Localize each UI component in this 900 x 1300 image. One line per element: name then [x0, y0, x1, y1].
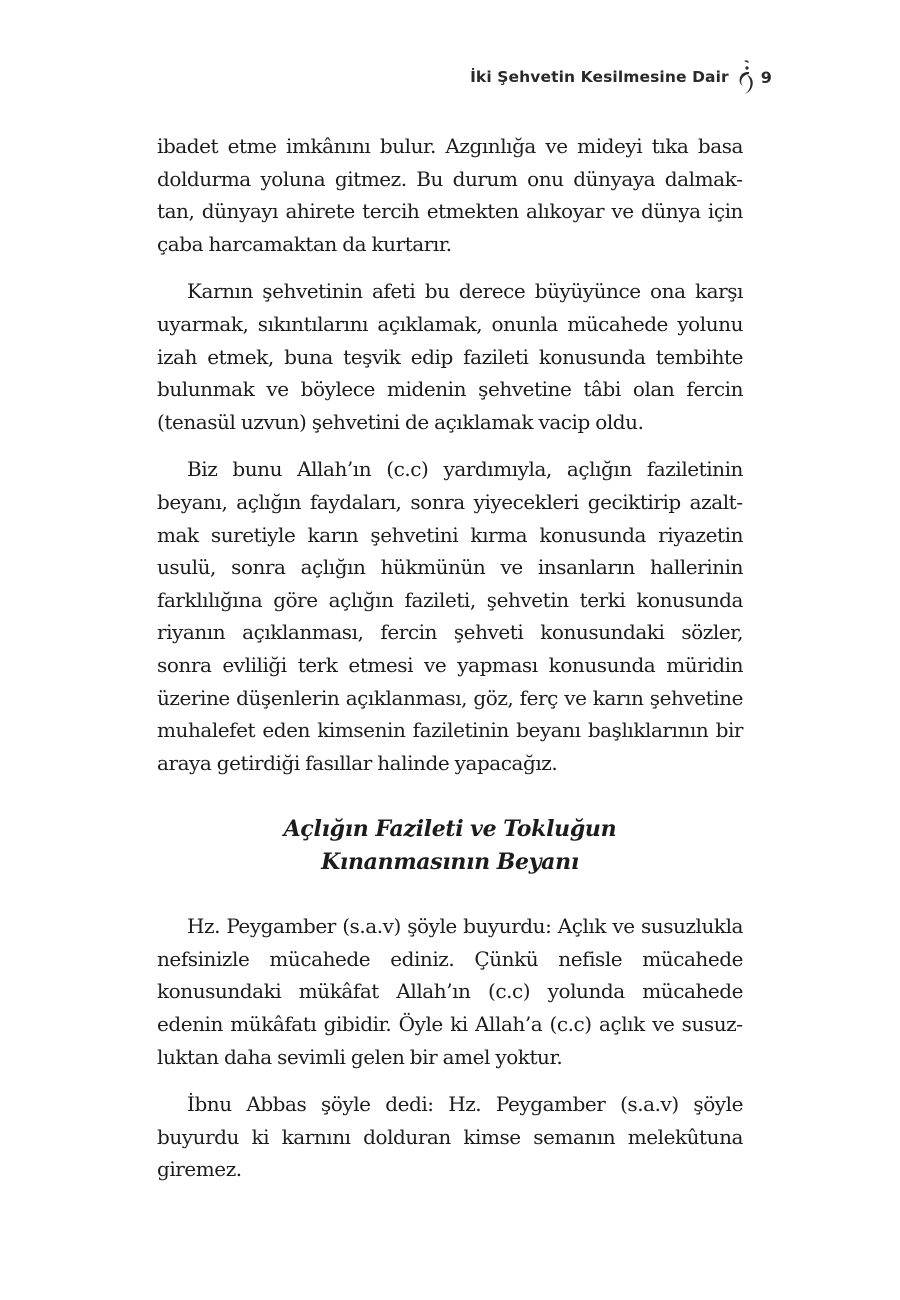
paragraph-continuation: ibadet etme imkânını bulur. Azgınlığa ve mideyi tıka basa doldurma yoluna gitmez. Bu durum onu dünyaya dalmaktan, dünyayı ahirete tercih etmekten alıkoyar ve dünya için çaba harcamaktan da kurtarır.	[157, 134, 743, 256]
section-heading-line-1: Açlığın Fazileti ve Tokluğun	[283, 816, 617, 843]
paragraph: Biz bunu Allah’ın (c.c) yardımıyla, açlığın faziletinin beyanı, açlığın faydaları, sonra yiyecekleri geciktirip azaltmak suretiyle karın şehvetini kırma konusunda riyazetin usulü, sonra açlığın hükmünün ve insanların hallerinin farklılığına göre açlığın fazileti, şehvetin terki konusunda riyanın açıklanması, fercin şehveti konusundaki sözler, sonra evliliği terk etmesi ve yapması konusunda müridin üzerine düşenlerin açıklanması, göz, ferç ve karın şehvetine muhalefet eden kimsenin faziletinin beyanı başlıklarının bir araya getirdiği fasıllar halinde yapacağız.	[157, 457, 743, 775]
page-body	[157, 130, 743, 1186]
section-heading	[157, 813, 743, 879]
section-heading-line-2: Kınanmasının Beyanı	[321, 849, 579, 876]
calligraphic-ornament-icon	[733, 57, 759, 97]
page-number: 9	[760, 67, 772, 87]
paragraph: Hz. Peygamber (s.a.v) şöyle buyurdu: Açlık ve susuzlukla nefsinizle mücahede ediniz. Çünkü nefisle mücahede konusundaki mükâfat Allah’ın (c.c) yolunda mücahede edenin mükâfatı gibidir. Öyle ki Allah’a (c.c) açlık ve susuzluktan daha sevimli gelen bir amel yoktur.	[157, 914, 743, 1069]
paragraph: Karnın şehvetinin afeti bu derece büyüyünce ona karşı uyarmak, sıkıntılarını açıklamak, onunla mücahede yolunu izah etmek, buna teşvik edip fazileti konusunda tembihte bulunmak ve böylece midenin şehvetine tâbi olan fercin (tenasül uzvun) şehvetini de açıklamak vacip oldu.	[157, 279, 743, 434]
running-title: İki Şehvetin Kesilmesine Dair	[470, 68, 729, 86]
running-header	[470, 62, 772, 92]
paragraph: İbnu Abbas şöyle dedi: Hz. Peygamber (s.a.v) şöyle buyurdu ki karnını dolduran kimse semanın melekûtuna giremez.	[157, 1092, 743, 1182]
